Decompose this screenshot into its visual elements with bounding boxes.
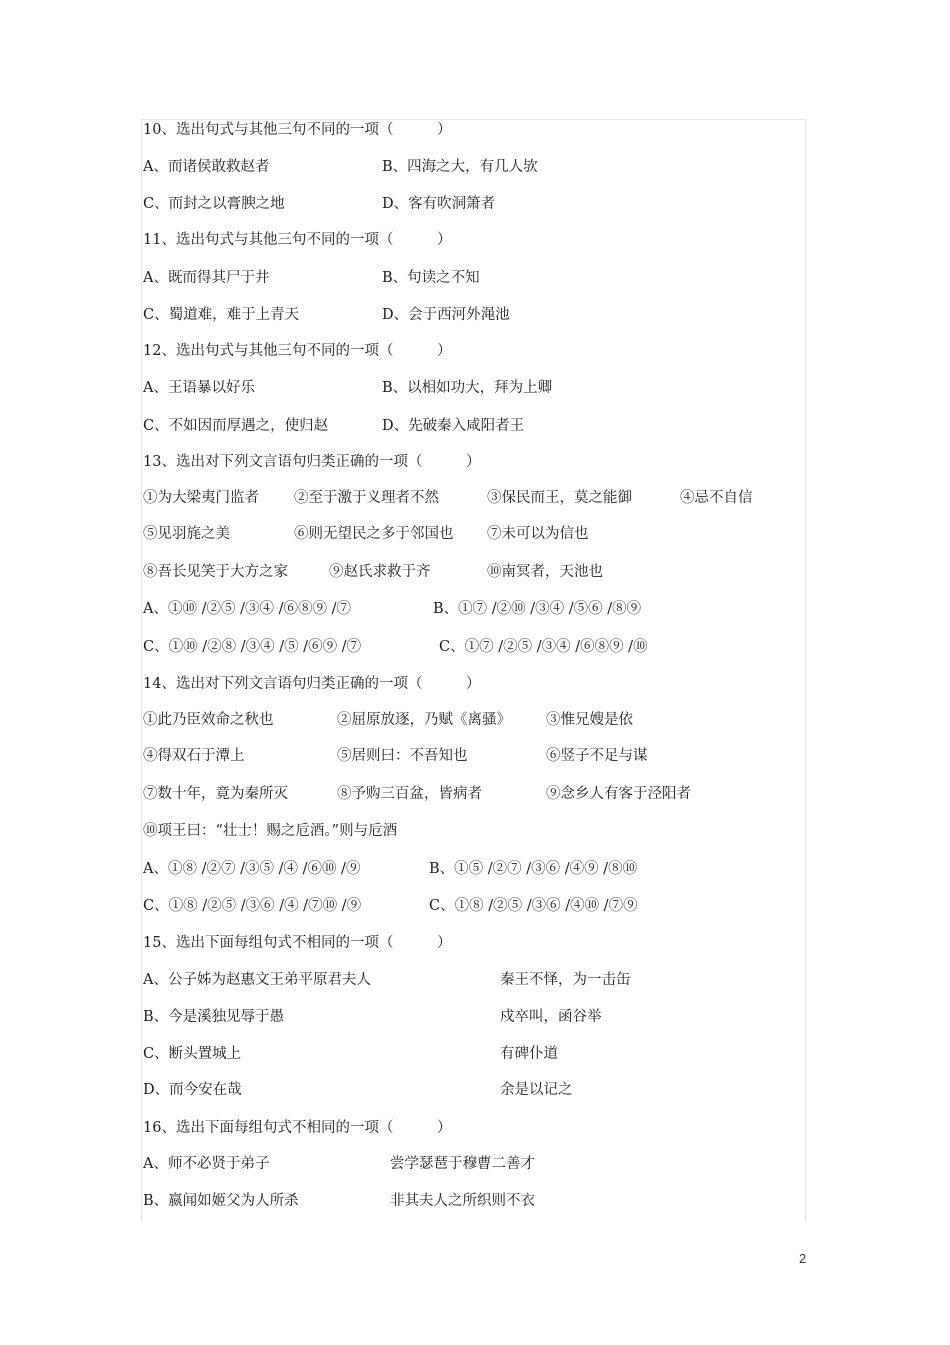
- q16-row-left: A、师不必贤于弟子: [143, 1156, 270, 1172]
- q15-row-left: B、今是溪独见辱于愚: [143, 1009, 285, 1025]
- q13-option-d: C、①⑦ /②⑤ /③④ /⑥⑧⑨ /⑩: [439, 639, 648, 655]
- q12-option-b: B、以相如功大，拜为上卿: [382, 380, 553, 396]
- q14-item: ⑩项王曰：“壮士！赐之卮酒。”则与卮酒: [143, 823, 398, 839]
- q14-option-d: C、①⑧ /②⑤ /③⑥ /④⑩ /⑦⑨: [429, 898, 638, 914]
- q11-option-a: A、既而得其尸于井: [143, 270, 270, 286]
- q13-item: ⑦未可以为信也: [487, 526, 589, 542]
- q12-option-c: C、不如因而厚遇之，使归赵: [143, 418, 329, 434]
- q15-row-right: 余是以记之: [500, 1082, 573, 1098]
- q10-option-d: D、客有吹洞箫者: [382, 196, 496, 212]
- q16-row-right: 非其夫人之所织则不衣: [390, 1193, 535, 1209]
- q12-option-a: A、王语暴以好乐: [143, 380, 255, 396]
- q13-item: ⑤见羽旄之美: [143, 526, 230, 542]
- q13-item: ③保民而王，莫之能御: [487, 490, 632, 506]
- q11-option-d: D、会于西河外渑池: [382, 307, 510, 323]
- q15-row-left: D、而今安在哉: [143, 1082, 242, 1098]
- q15-row-right: 秦王不怿，为一击缶: [500, 972, 631, 988]
- q13-option-a: A、①⑩ /②⑤ /③④ /⑥⑧⑨ /⑦: [143, 601, 351, 617]
- q14-option-b: B、①⑤ /②⑦ /③⑥ /④⑨ /⑧⑩: [429, 861, 638, 877]
- q15-row-right: 戍卒叫，函谷举: [500, 1009, 602, 1025]
- q10-option-a: A、而诸侯敢救赵者: [143, 159, 270, 175]
- q14-item: ⑤居则曰：不吾知也: [337, 748, 468, 764]
- q11-option-c: C、蜀道难，难于上青天: [143, 307, 300, 323]
- q13-item: ⑧吾长见笑于大方之家: [143, 564, 288, 580]
- page-number: 2: [799, 1251, 807, 1266]
- q13-item: ⑥则无望民之多于邻国也: [294, 526, 454, 542]
- q10-option-c: C、而封之以膏腴之地: [143, 196, 285, 212]
- q13-item: ⑨赵氏求救于齐: [329, 564, 431, 580]
- q13-item: ②至于激于义理者不然: [294, 490, 439, 506]
- q14-item: ③惟兄嫂是依: [546, 712, 633, 728]
- q16-row-left: B、嬴闻如姬父为人所杀: [143, 1193, 299, 1209]
- q14-item: ②屈原放逐，乃赋《离骚》: [337, 712, 511, 728]
- q13-option-c: C、①⑩ /②⑧ /③④ /⑤ /⑥⑨ /⑦: [143, 639, 362, 655]
- q15-row-left: A、公子姊为赵惠文王弟平原君夫人: [143, 972, 371, 988]
- q13-option-b: B、①⑦ /②⑩ /③④ /⑤⑥ /⑧⑨: [433, 601, 642, 617]
- q13-item: ④忌不自信: [680, 490, 753, 506]
- q13-item: ①为大梁夷门监者: [143, 490, 259, 506]
- q15-row-right: 有碑仆道: [500, 1046, 558, 1062]
- q14-item: ①此乃臣效命之秋也: [143, 712, 274, 728]
- q14-item: ⑥竖子不足与谋: [546, 748, 648, 764]
- q11-option-b: B、句读之不知: [382, 270, 480, 286]
- q16-row-right: 尝学瑟琶于穆曹二善才: [390, 1156, 535, 1172]
- q13-item: ⑩南冥者，天池也: [487, 564, 603, 580]
- q14-item: ④得双石于潭上: [143, 748, 245, 764]
- q15-row-left: C、断头置城上: [143, 1046, 242, 1062]
- q14-item: ⑦数十年，竟为秦所灭: [143, 786, 288, 802]
- q10-option-b: B、四海之大，有几人欤: [382, 159, 538, 175]
- q14-item: ⑧予购三百盆，皆病者: [337, 786, 482, 802]
- q14-option-c: C、①⑧ /②⑤ /③⑥ /④ /⑦⑩ /⑨: [143, 898, 362, 914]
- q14-item: ⑨念乡人有客于泾阳者: [546, 786, 691, 802]
- q14-option-a: A、①⑧ /②⑦ /③⑤ /④ /⑥⑩ /⑨: [143, 861, 361, 877]
- q12-option-d: D、先破秦入咸阳者王: [382, 418, 525, 434]
